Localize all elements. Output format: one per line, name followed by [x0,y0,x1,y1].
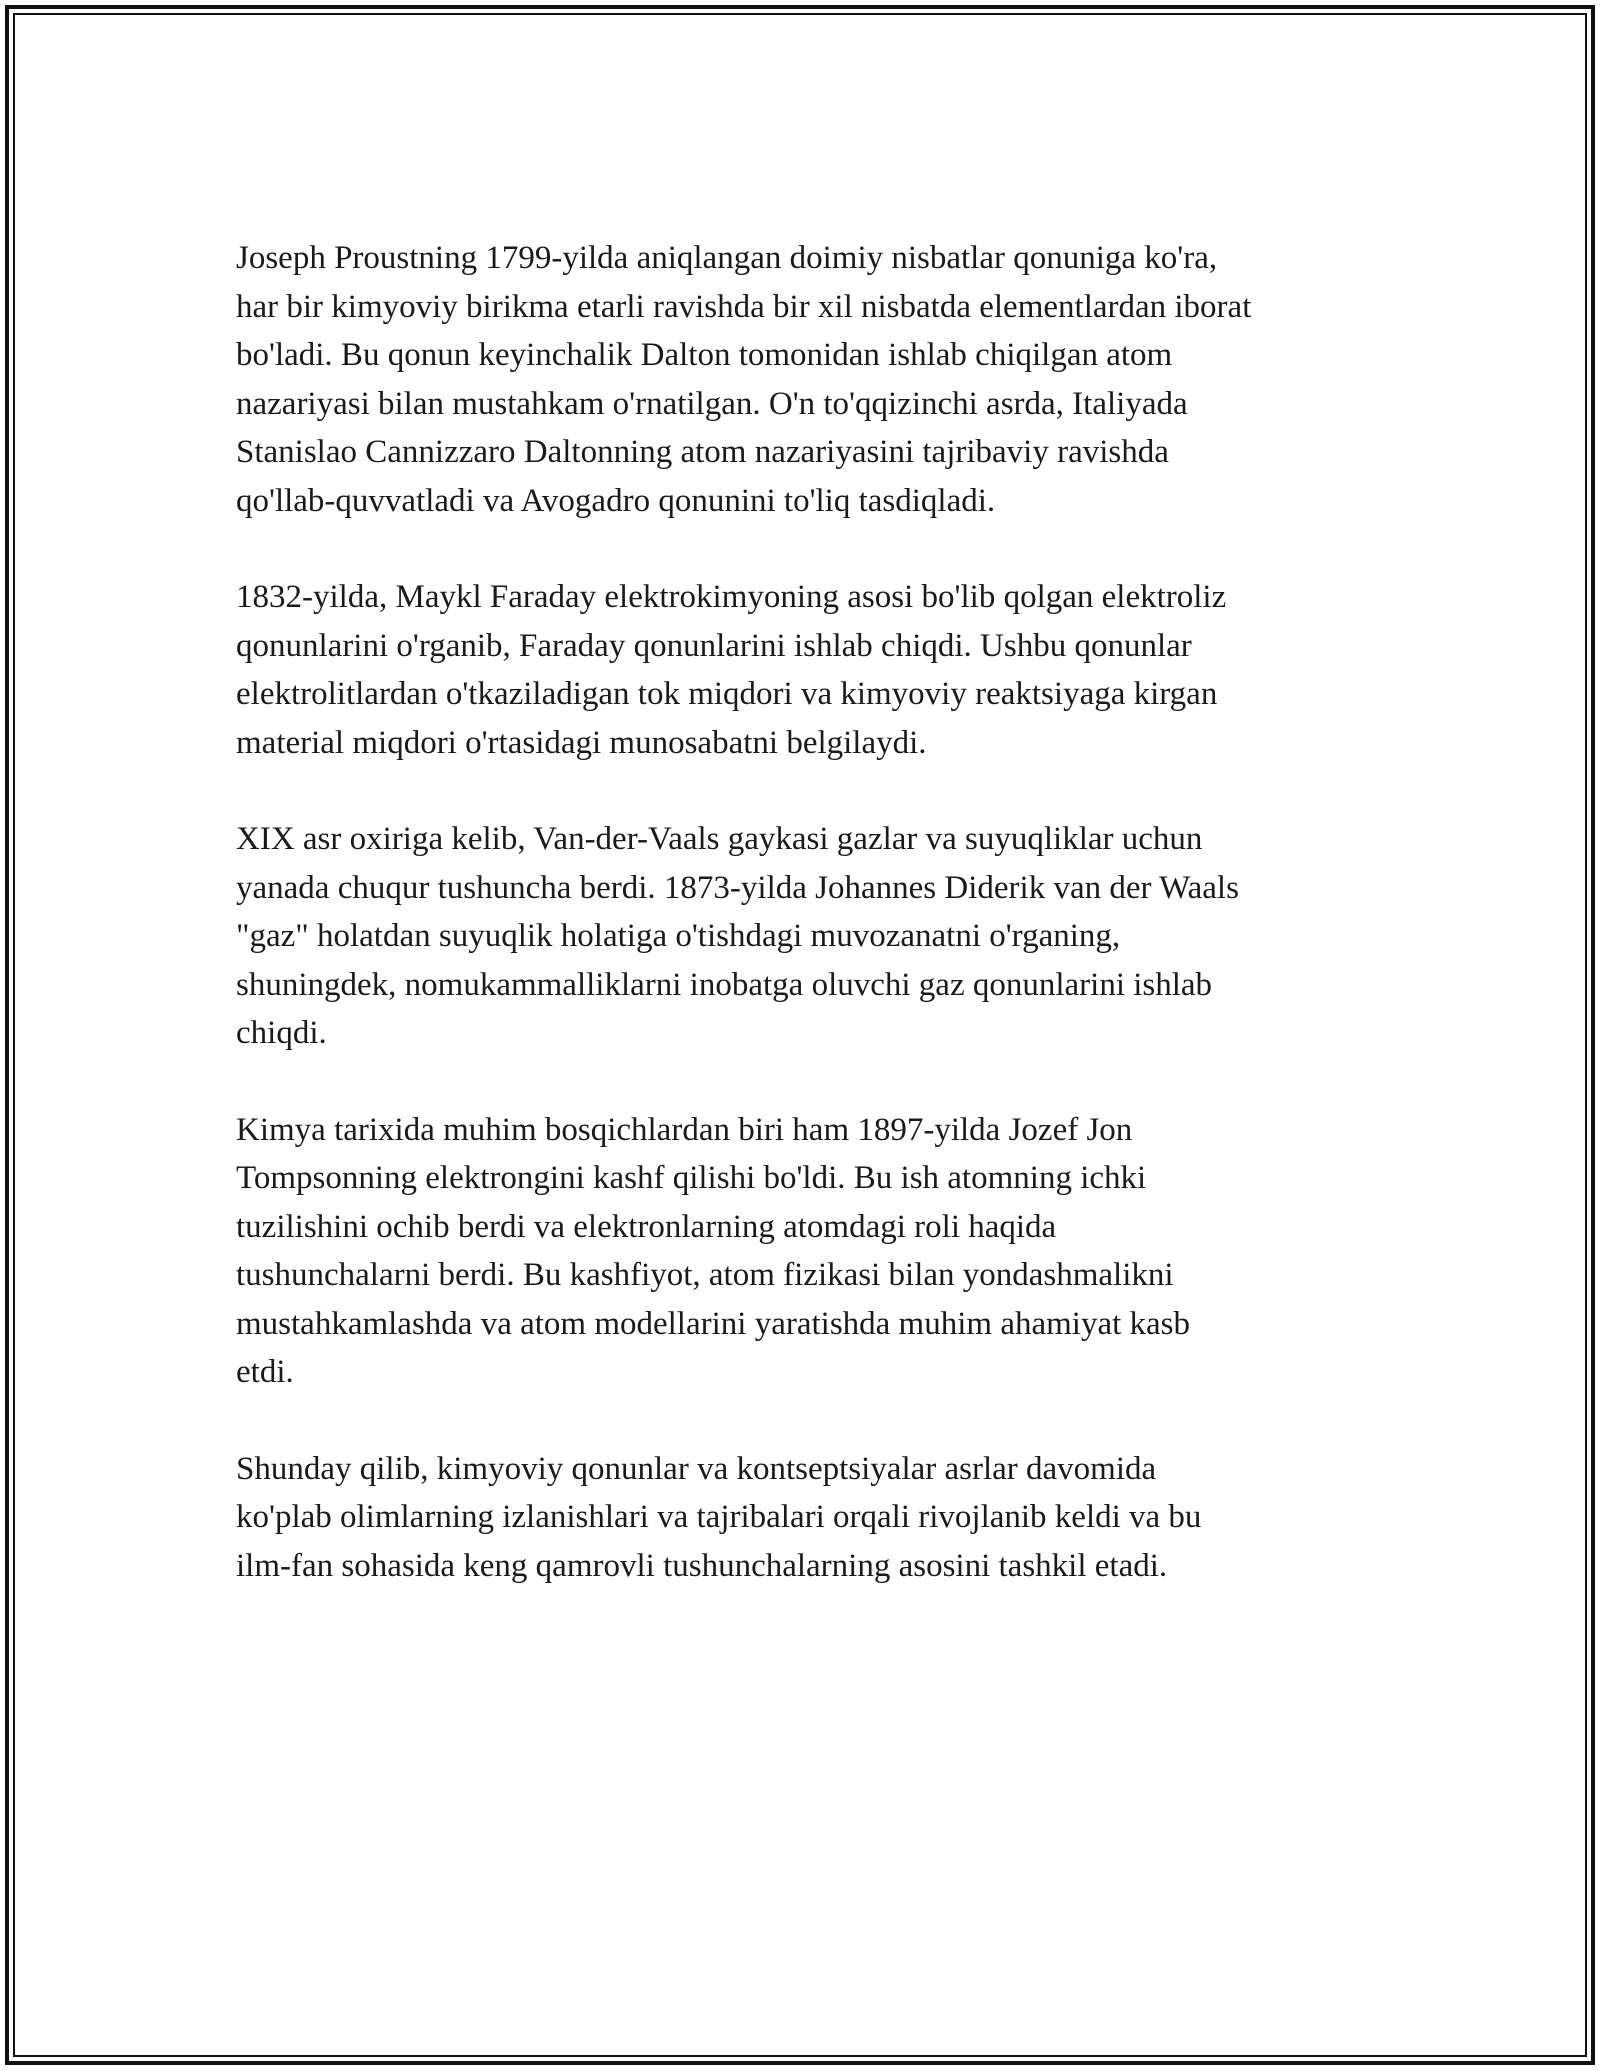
paragraph-van-der-waals: XIX asr oxiriga kelib, Van-der-Vaals gaykasi gazlar va suyuqliklar uchun yanada chuqur tushuncha berdi. 1873-yilda Johannes Diderik van der Waals "gaz" holatdan suyuqlik holatiga o'tishdagi muvozanatni o'rganing, shuningdek, nomukammalliklarni inobatga oluvchi gaz qonunlarini ishlab chiqdi. [236,821,1239,1051]
document-body [236,234,1386,1638]
paragraph-proust: Joseph Proustning 1799-yilda aniqlangan doimiy nisbatlar qonuniga ko'ra, har bir kimyoviy birikma etarli ravishda bir xil nisbatda elementlardan iborat bo'ladi. Bu qonun keyinchalik Dalton tomonidan ishlab chiqilgan atom nazariyasi bilan mustahkam o'rnatilgan. O'n to'qqizinchi asrda, Italiyada Stanislao Cannizzaro Daltonning atom nazariyasini tajribaviy ravishda qo'llab-quvvatladi va Avogadro qonunini to'liq tasdiqladi. [236,240,1252,519]
paragraph-faraday: 1832-yilda, Maykl Faraday elektrokimyoning asosi bo'lib qolgan elektroliz qonunlarini o'rganib, Faraday qonunlarini ishlab chiqdi. Ushbu qonunlar elektrolitlardan o'tkaziladigan tok miqdori va kimyoviy reaktsiyaga kirgan material miqdori o'rtasidagi munosabatni belgilaydi. [236,579,1227,761]
paragraph-thomson: Kimya tarixida muhim bosqichlardan biri ham 1897-yilda Jozef Jon Tompsonning elektrongini kashf qilishi bo'ldi. Bu ish atomning ichki tuzilishini ochib berdi va elektronlarning atomdagi roli haqida tushunchalarni berdi. Bu kashfiyot, atom fizikasi bilan yondashmalikni mustahkamlashda va atom modellarini yaratishda muhim ahamiyat kasb etdi. [236,1111,1191,1390]
paragraph-conclusion: Shunday qilib, kimyoviy qonunlar va kontseptsiyalar asrlar davomida ko'plab olimlarning izlanishlari va tajribalari orqali rivojlanib keldi va bu ilm-fan sohasida keng qamrovli tushunchalarning asosini tashkil etadi. [236,1450,1202,1584]
